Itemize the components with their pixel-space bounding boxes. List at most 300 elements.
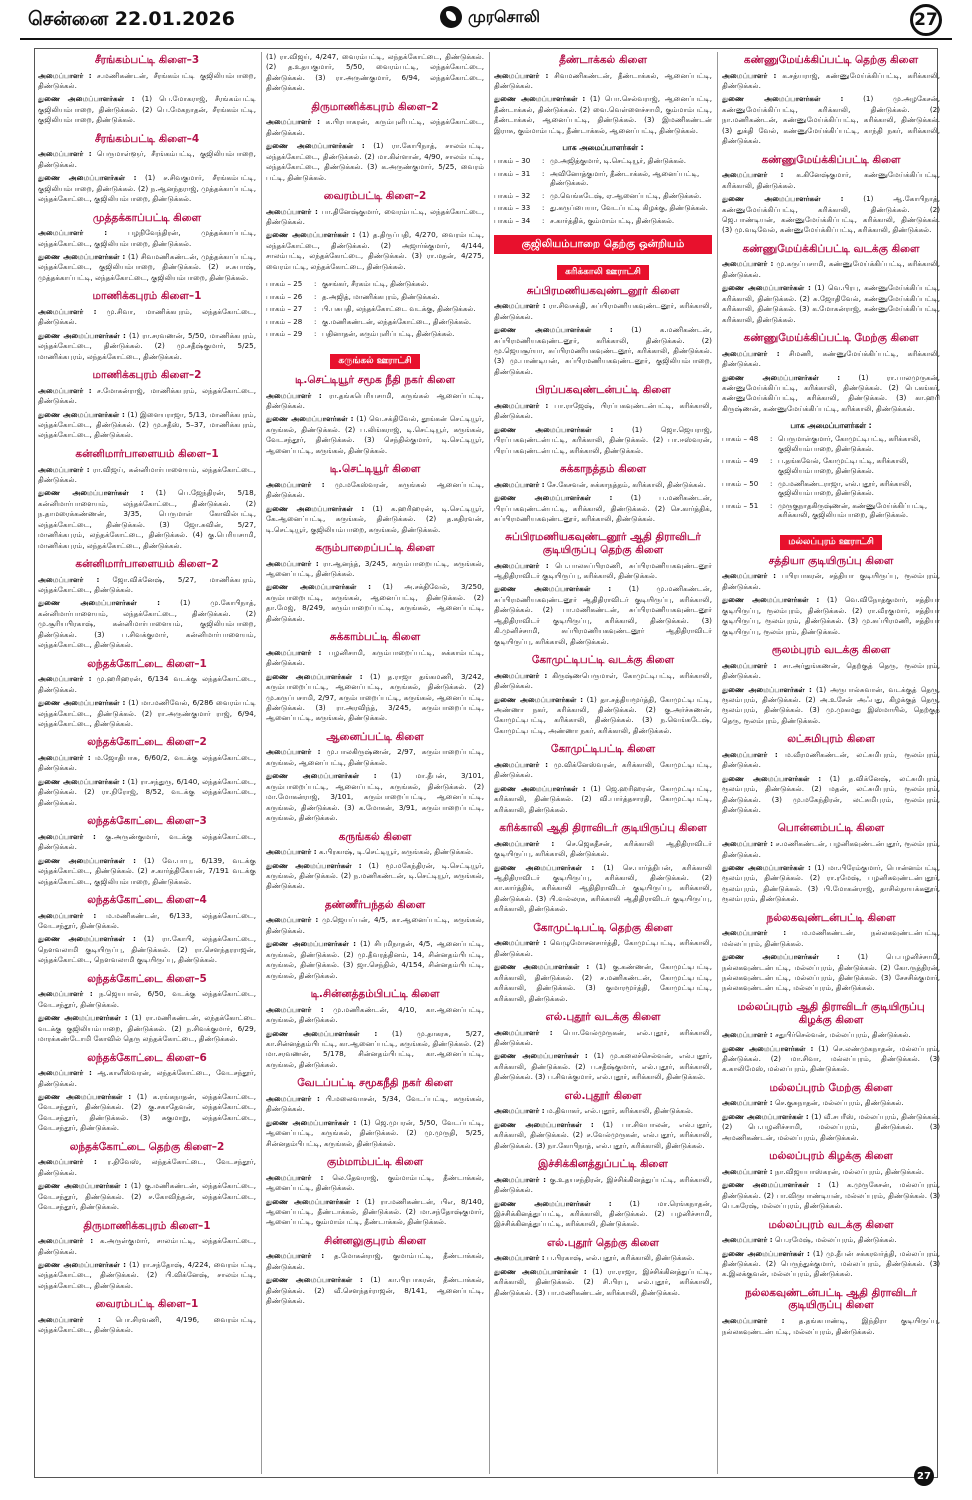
organiser-name: க.சத்யராஜ், கண்ணுமேய்க்கிப்பட்டி, கரிக்காலி, திண்டுக்கல். (722, 70, 940, 91)
deputy-names: (1) ரா.விஜய், 4/247, வைரம்பட்டி, லந்தக்கோட்டை, திண்டுக்கல். (2) த.உதயகுமார், 5/50, வைரம்பட்டி, லந்தக்கோட்டை, திண்டுக்கல். (3) ரா.அருண்குமார், 6/94, லந்தக்கோட்டை, திண்டுக்கல். (266, 52, 484, 93)
booth-colon: : (770, 434, 773, 444)
deputy-label: துணை அமைப்பாளர்கள் : (38, 252, 126, 262)
city-date: சென்னை 22.01.2026 (28, 8, 235, 30)
organiser-line (38, 228, 256, 249)
branch-title: டி.செட்டியூர் கிளை (329, 463, 421, 476)
branch-title: திருமாணிக்கபுரம் கிளை–1 (83, 1219, 211, 1232)
column-3 (494, 52, 712, 1474)
booth-organiser: ச.கார்த்திக், கும்மாம்பட்டி, திண்டுக்கல். (550, 216, 675, 226)
branch-section (722, 332, 940, 414)
branch-section (266, 542, 484, 624)
branch-title: நல்லகவுண்டன்பட்டி கிளை (766, 911, 896, 924)
organiser-line (494, 1028, 712, 1049)
deputy-label: துணை அமைப்பாளர்கள் : (722, 283, 811, 293)
branch-section (38, 54, 256, 126)
organiser-label: அமைப்பாளர் : (38, 385, 92, 395)
deputy-line (38, 1181, 256, 1212)
deputy-label: துணை அமைப்பாளர்கள் : (266, 671, 363, 681)
booth-colon: : (314, 304, 317, 314)
panchayat-banner (722, 529, 940, 550)
organiser-line (38, 911, 256, 932)
organiser-label: அமைப்பாளர் : (494, 400, 549, 410)
deputy-names: (1) கா.பிரபாகரன், தீண்டாக்கல், திண்டுக்கல். (2) வீ.சௌந்தர்ராஜன், 8/141, ஆனைப்பட்டி, திண்டுக்கல். (266, 1275, 484, 1306)
deputy-names: (1) ரா.மணிகண்டன், லந்தக்கோட்டை வடக்கு குஜிலியம்பாறை, திண்டுக்கல். (2) ந.சிவக்குமார், 6/29, மாரக்கண்டோமி கோவில் தெரு லந்தக்கோட்டை, திண்டுக்கல். (38, 1013, 256, 1044)
organiser-line (266, 747, 484, 768)
booth-colon: : (314, 316, 317, 326)
branch-title: கோமுட்டிபட்டி தெற்கு கிளை (533, 921, 673, 934)
deputy-line (38, 934, 256, 965)
panchayat-banner (266, 348, 484, 369)
organiser-name: மு.மகேஸ்வரன், கருங்கல் ஆனைப்பட்டி, திண்டுக்கல். (266, 479, 484, 500)
deputy-label: துணை அமைப்பாளர்கள் : (722, 372, 841, 382)
branch-section (722, 1082, 940, 1143)
booth-row (266, 292, 484, 305)
branch-title: பொன்னம்பட்டி கிளை (777, 822, 885, 835)
deputy-line (722, 1249, 940, 1280)
deputy-label: துணை அமைப்பாளர்கள் : (38, 1092, 132, 1102)
deputy-names: (1) க.முருகேசன், மல்லப்புரம், திண்டுக்கல். (2) பா.விருபாண்டியன், மல்லப்புரம், திண்டுக்கல். (3) பெ.சுரேஷ், மல்லப்புரம், திண்டுக்கல். (722, 1180, 940, 1211)
deputy-names: (1) மு.அழகேசன், கண்ணுமேய்க்கிப்பட்டி, கரிக்காலி, திண்டுக்கல். (2) நா.மணிகண்டன், கண்ணுமேய்க்கிப்பட்டி, கரிக்காலி, திண்டுக்கல். (3) துக்தி வேல், கண்ணுமேய்க்கிப்பட்டி, காந்தி நகர், கரிக்காலி, திண்டுக்கல். (722, 94, 940, 146)
branch-section (722, 1287, 940, 1337)
deputy-line (494, 425, 712, 456)
booth-colon: : (542, 156, 545, 166)
branch-title: லந்தக்கோட்டை தெற்கு கிளை–2 (69, 1140, 225, 1153)
deputy-label: துணை அமைப்பாளர்கள் : (722, 595, 820, 605)
deputy-line (38, 856, 256, 887)
organiser-name: ரா.தங்கபெரியசாமி, கருங்கல் ஆனைப்பட்டி, திண்டுக்கல். (266, 390, 484, 411)
deputy-names: (1) மா.பிரேம்குமார், பொன்னம்பட்டி, ரூலம்புரம், திண்டுக்கல். (2) ரா.ரமேஷ், பழனிகவுண்டன்புதூர், ரூலம்புரம், திண்டுக்கல். (3) பி.மோகன்ராஜ், தாசில்நாயக்கனூர், ரூலம்புரம், திண்டுக்கல். (722, 862, 940, 904)
branch-section (266, 1235, 484, 1307)
branch-title: வைரம்பட்டி கிளை–1 (95, 1298, 199, 1311)
deputy-line (722, 774, 940, 816)
deputy-names: (1) மு.மணிகண்டன், சுப்பிரமணியகவுண்டனூர் ஆதிதிராவிடர் குடியிருப்பு, கரிக்காலி, திண்டுக்கல். (2) பா.மணிகண்டன், சுப்பிரமணியகவுண்டனூர் ஆதிதிராவிடர் குடியிருப்பு, கரிக்காலி, திண்டுக்கல். (3) கி.முனிச்சாமி, சுப்பிரமணியகவுண்டனூர் ஆதிதிராவிடர் குடியிருப்பு, கரிக்காலி, திண்டுக்கல். (494, 584, 712, 646)
booth-number: பாகம் – 48 (722, 434, 759, 444)
deputy-label: துணை அமைப்பாளர்கள் : (494, 493, 613, 503)
deputy-label: துணை அமைப்பாளர்கள் : (494, 1266, 587, 1276)
deputy-line (266, 414, 484, 456)
booth-organiser: த.அஜித், மாணிக்கபுரம், திண்டுக்கல். (322, 291, 440, 301)
deputy-line (494, 784, 712, 815)
deputy-label: துணை அமைப்பாளர்கள் : (266, 141, 365, 151)
organiser-name: ம.ஜோதிபாசு, 6/60/2, வடக்கு லந்தக்கோட்டை, திண்டுக்கல். (38, 753, 256, 773)
deputy-line (722, 595, 940, 637)
booth-colon: : (542, 168, 545, 178)
organiser-line (494, 760, 712, 781)
booth-row (722, 479, 940, 501)
deputy-names: (1) பெ.பழனிச்சாமி, நல்லகவுண்டன்பட்டி, மல்லப்புரம், திண்டுக்கல். (2) கோ.ருத்திரன், நல்லகவுண்டன்பட்டி, மல்லப்புரம், திண்டுக்கல். (3) சேசசிக்குமார், நல்லகவுண்டன்பட்டி, மல்லப்புரம், திண்டுக்கல். (722, 952, 940, 993)
deputy-names: (1) ஜெ.முபரன், 5/50, வேடப்பட்டி, ஆனைப்பட்டி, கருங்கல், திண்டுக்கல். (2) மு.முருதி, 5/25, சின்னதம்பிபட்டி, கருங்கல், திண்டுக்கல். (266, 1117, 484, 1148)
deputy-line (38, 1092, 256, 1134)
organiser-name: பா.ராஜேஷ், பிரப்பகவுண்டன்பட்டி, கரிக்காலி, திண்டுக்கல். (494, 400, 712, 421)
deputy-names: (1) மு.கோபிநாத், கன்னிமார்பாளையம், லந்தக்கோட்டை, திண்டுக்கல். (2) மு.சூரியபிரகாஷ், கன்னிமார்பாளையம், குஜிலியம்பாறை, திண்டுக்கல். (3) ப.சிவக்குமார், கன்னிமார்பாளையம், லந்தக்கோட்டை, திண்டுக்கல். (38, 598, 256, 650)
organiser-line (494, 561, 712, 582)
branch-section (494, 1237, 712, 1298)
panchayat-banner (494, 259, 712, 280)
branch-section (266, 101, 484, 183)
booth-number: பாகம் – 28 (266, 316, 303, 326)
deputy-line (38, 252, 256, 283)
organiser-line (722, 170, 940, 191)
organiser-label: அமைப்பாளர் : (494, 838, 555, 848)
deputy-names: (1) தா.சத்தியமூர்த்தி, கோமுட்டிபட்டி, அண்ணா நகர், கரிக்காலி, திண்டுக்கல். (2) கு.அர்ச்சுணன், கோமுட்டிபட்டி, கரிக்காலி, திண்டுக்கல். (3) ந.வெங்கடேஷ், கோமுட்டிபட்டி, அண்ணா நகர், கரிக்காலி, திண்டுக்கல். (494, 694, 712, 735)
organiser-name: மு.விக்னேஸ்வரன், கரிக்காலி, கோமுட்டிபட்டி, திண்டுக்கல். (494, 759, 712, 780)
organiser-label: அமைப்பாளர் : (722, 170, 784, 180)
organiser-name: ம.மணிகண்டன், 6/133, லந்தக்கோட்டை, வேடசந்தூர், திண்டுக்கல். (38, 910, 256, 931)
booth-number: பாகம் – 25 (266, 279, 303, 289)
organiser-name: சிமணி, கண்ணுமேய்க்கிப்பட்டி, கரிக்காலி, திண்டுக்கல். (722, 348, 940, 369)
booth-number: பாகம் – 31 (494, 168, 531, 178)
organiser-line (38, 989, 256, 1010)
branch-section (38, 658, 256, 730)
organiser-line (494, 1253, 712, 1263)
branch-title: ரூலம்புரம் வடக்கு கிளை (771, 644, 891, 657)
deputy-names: (1) மு.தாகரசு, 5/27, கா.சின்னத்தம்பிபட்டி, கா.ஆனைப்பட்டி, கருங்கல், திண்டுக்கல். (2) மா.சரவணன், 5/178, சின்னதம்பிபட்டி, கா.ஆனைப்பட்டி, கருங்கல், திண்டுக்கல். (266, 1028, 484, 1069)
organiser-name: ரா.ஆனந்த், 3/245, கரும்பாறைபட்டி, கருங்கல், ஆனைப்பட்டி, திண்டுக்கல். (266, 558, 484, 579)
deputy-label: துணை அமைப்பாளர்கள் : (722, 862, 811, 872)
deputy-names: (1) ரா.ராஜா, இச்சிக்கினத்துப்பட்டி, கரிக்காலி, திண்டுக்கல். (2) சி.பிரபு, எல்.புதூர், கரிக்காலி, திண்டுக்கல். (3) பா.மணிகண்டன், கரிக்காலி, திண்டுக்கல். (494, 1266, 712, 1297)
organiser-name: ர.திவேஸ், லந்தக்கோட்டை, வேடசந்தூர், திண்டுக்கல். (38, 1157, 256, 1177)
panchayat-name: மல்லப்புரம் ஊராட்சி (780, 535, 882, 550)
branch-title: கண்ணுமேய்க்கிப்பட்டி தெற்கு கிளை (743, 54, 919, 66)
organiser-label: அமைப்பாளர் : (266, 747, 321, 757)
branch-title: சீரங்கம்பட்டி கிளை–4 (94, 132, 200, 145)
deputy-names: (1) ப.மணிகண்டன், பிரப்பகவுண்டன்பட்டி, கரிக்காலி, திண்டுக்கல். (2) செ.கார்த்திக், சுப்பிரமணியகவுண்டனூர், கரிக்காலி, திண்டுக்கல். (494, 493, 712, 523)
deputy-label: துணை அமைப்பாளர்கள் : (722, 684, 812, 694)
organiser-line (38, 71, 256, 92)
booth-number: பாகம் – 26 (266, 291, 303, 301)
panchayat-name: கரிக்காலி ஊராட்சி (557, 265, 649, 280)
organiser-label: அமைப்பாளர் : (722, 660, 777, 670)
organiser-line (38, 575, 256, 596)
deputy-names: (1) பொ.செல்வராஜ், ஆனைப்பட்டி, தீண்டாக்கல், திண்டுக்கல். (2) வை.வெள்ளைச்சாமி, கும்மாம்பட்டி, தீண்டாக்கல், ஆனைப்பட்டி, திண்டுக்கல். (3) இமணிகண்டன் இராசு, கும்மாம்பட்டி, தீண்டாக்கல், ஆனைப்பட்டி, திண்டுக்கல். (494, 94, 712, 135)
deputy-label: துணை அமைப்பாளர்கள் : (38, 776, 126, 786)
organiser-name: ந.ஜெயபால், 6/50, வடக்கு லந்தக்கோட்டை, வேடசந்தூர், திண்டுக்கல். (38, 989, 256, 1009)
column-divider (489, 52, 490, 1474)
organiser-label: அமைப்பாளர் : (266, 1093, 320, 1103)
booth-row (494, 191, 712, 204)
booth-colon: : (770, 500, 773, 510)
organiser-name: ம.வீரமணிகண்டன், லட்சுமிபுரம், ரூலம்புரம், திண்டுக்கல். (722, 749, 940, 770)
branch-section (494, 463, 712, 524)
organiser-label: அமைப்பாளர் : (722, 1235, 773, 1245)
booth-colon: : (542, 216, 545, 226)
organiser-label: அமைப்பாளர் : (494, 560, 549, 570)
branch-section (38, 1052, 256, 1134)
deputy-line (494, 695, 712, 737)
booth-organiser: து.கருப்பையா, வேடப்பட்டி கிழக்கு, திண்டுக்கல். (550, 203, 708, 213)
booth-number: பாகம் – 33 (494, 203, 531, 213)
branch-title: கன்னிமார்பாளையம் கிளை–1 (75, 447, 219, 460)
branch-title: கண்ணுமேய்க்கிப்பட்டி வடக்கு கிளை (742, 242, 920, 255)
branch-title: வேடப்பட்டி சமூகநீதி நகர் கிளை (297, 1077, 453, 1090)
branch-section (494, 654, 712, 736)
booth-organiser: குசங்கர், சீரகம்பட்டி, திண்டுக்கல். (322, 279, 429, 289)
deputy-label: துணை அமைப்பாளர்கள் : (38, 1181, 128, 1191)
deputy-names: (1) ரா.சந்தோஷ், 4/224, வைரம்பட்டி, லந்தக்கோட்டை, திண்டுக்கல். (2) பி.விக்னேஷ், சாலம்பட்டி, லந்தக்கோட்டை, திண்டுக்கல். (38, 1260, 256, 1290)
branch-title: சுப்பிரமணியகவுண்டனூர் கிளை (526, 284, 680, 297)
organiser-label: அமைப்பாளர் : (722, 749, 778, 759)
panchayat-name: கருங்கல் ஊராட்சி (330, 354, 419, 369)
booth-colon: : (542, 203, 545, 213)
organiser-name: மு.கருப்பசாமி, கண்ணுமேய்க்கிப்பட்டி, கரிக்காலி, திண்டுக்கல். (722, 259, 940, 279)
branch-title: மல்லப்புரம் மேற்கு கிளை (769, 1081, 893, 1094)
organiser-name: பொ.வேல்முருகன், எல்.புதூர், கரிக்காலி, திண்டுக்கல். (494, 1027, 712, 1047)
branch-section (38, 1141, 256, 1213)
organiser-line (722, 1316, 940, 1337)
deputy-line (722, 1044, 940, 1075)
branch-section (266, 631, 484, 724)
organiser-label: அமைப்பாளர் : (38, 464, 90, 474)
organiser-line (266, 1173, 484, 1194)
branch-section (266, 374, 484, 456)
deputy-label: துணை அமைப்பாளர்கள் : (266, 771, 377, 781)
deputy-line (494, 863, 712, 915)
deputy-line (722, 1112, 940, 1143)
branch-title: சத்தியா குடியிருப்பு கிளை (768, 554, 894, 567)
deputy-names: (1) வெ.சக்திவேல், தூங்கன் செட்டியூர், கருங்கல், திண்டுக்கல். (2) ப.லிங்கராஜ், டி.செட்டியூர், கருங்கல், வேடசந்தூர், திண்டுக்கல். (3) செந்தில்குமார், டி.செட்டியூர், ஆனைப்பட்டி, கருங்கல், திண்டுக்கல். (266, 414, 484, 455)
deputy-line (722, 283, 940, 325)
branch-section (38, 973, 256, 1045)
branch-title: லந்தக்கோட்டை கிளை–5 (87, 972, 207, 985)
deputy-label: துணை அமைப்பாளர்கள் : (722, 194, 844, 204)
organiser-line (266, 1251, 484, 1272)
organiser-name: சே.கேசவன், சுக்காநத்தம், கரிக்காலி, திண்டுக்கல். (546, 479, 706, 489)
branch-title: தீண்டாக்கல் கிளை (559, 54, 647, 66)
organiser-line (494, 839, 712, 860)
booth-row (722, 501, 940, 523)
deputy-label: துணை அமைப்பாளர்கள் : (266, 939, 356, 949)
deputy-line (494, 1120, 712, 1151)
deputy-label: துணை அமைப்பாளர்கள் : (38, 330, 126, 340)
deputy-line (494, 94, 712, 136)
organiser-label: அமைப்பாளர் : (38, 831, 96, 841)
deputy-line (266, 939, 484, 981)
deputy-label: துணை அமைப்பாளர்கள் : (266, 1028, 378, 1038)
deputy-line (266, 52, 484, 94)
deputy-line (494, 584, 712, 647)
deputy-label: துணை அமைப்பாளர்கள் : (494, 1051, 588, 1061)
deputy-names: (1) சிபுமிநாதன், 4/5, ஆனைப்பட்டி, கருங்கல், திண்டுக்கல். (2) மு.தீவரத்தினம், 14, சின்னதம்பிபட்டி, கருங்கல், திண்டுக்கல். (3) ஜா.செந்தில், 4/154, சின்னதம்பிபட்டி, கருங்கல், திண்டுக்கல். (266, 939, 484, 980)
deputy-names: (1) பெ.மோகராஜ், சீரங்கம்பட்டி குஜிலியம்பாறை, திண்டுக்கல். (2) பெ.மேகநாதன், சீரங்கம்பட்டி, குஜிலியம்பாறை, திண்டுக்கல். (38, 94, 256, 125)
deputy-names: (1) ரா.பாலமுருகன், கண்ணுமேய்க்கிப்பட்டி, கரிக்காலி, திண்டுக்கல். (2) பெ.கங்கர், கண்ணுமேய்க்கிப்பட்டி, கரிக்காலி, திண்டுக்கல். (3) கா.ஹரி கிருஷ்ணன், கண்ணுமேய்க்கிப்பட்டி, கரிக்காலி, திண்டுக்கல். (722, 372, 940, 413)
branch-title: கரும்பாறைப்பட்டி கிளை (315, 542, 435, 554)
organiser-name: க.அருள்குமார், சாலம்பட்டி, லந்தக்கோட்டை, திண்டுக்கல். (38, 1236, 256, 1256)
deputy-line (494, 1051, 712, 1082)
organiser-line (722, 1235, 940, 1245)
branch-section (722, 54, 940, 147)
branch-section (266, 1156, 484, 1228)
organiser-line (722, 1030, 940, 1040)
branch-title: தண்ணீர்பந்தல் கிளை (324, 898, 426, 911)
booth-organisers-title: பாக அமைப்பாளர்கள் : (790, 421, 872, 431)
deputy-label: துணை அமைப்பாளர்கள் : (38, 1260, 127, 1270)
deputy-names: (1) கு.மணிகண்டன், லந்தக்கோட்டை, வேடசந்தூர், திண்டுக்கல். (2) ச.கோவிந்தன், லந்தக்கோட்டை, வேடசந்தூர், திண்டுக்கல். (38, 1181, 256, 1212)
booth-colon: : (314, 279, 317, 289)
deputy-label: துணை அமைப்பாளர்கள் : (266, 414, 354, 424)
deputy-label: துணை அமைப்பாளர்கள் : (494, 1119, 594, 1129)
branch-section (494, 743, 712, 815)
organiser-label: அமைப்பாளர் : (38, 574, 100, 584)
organiser-name: ஜோ.விக்னேஷ், 5/27, மாணிக்கபுரம், லந்தக்கோட்டை, திண்டுக்கல். (38, 574, 256, 595)
deputy-label: துணை அமைப்பாளர்கள் : (38, 488, 144, 498)
branch-section (266, 52, 484, 94)
booth-number: பாகம் – 27 (266, 304, 303, 314)
organiser-name: கிருஷ்ணபெருமாள், கோமுட்டிபட்டி, கரிக்காலி, திண்டுக்கல். (494, 670, 712, 691)
deputy-line (38, 1260, 256, 1291)
organiser-label: அமைப்பாளர் : (38, 306, 97, 316)
organiser-line (266, 1005, 484, 1026)
deputy-names: (1) த.திருப்பதி, 4/270, வைரம்பட்டி, லந்தக்கோட்டை, திண்டுக்கல். (2) அஜார்க்குமார், 4/144, சாலம்பட்டி, லந்தக்கோட்டை, திண்டுக்கல். (3) ரா.மதன், 4/275, வைரம்பட்டி, லந்தக்கோட்டை, திண்டுக்கல். (266, 230, 484, 271)
organiser-line (266, 391, 484, 412)
organiser-line (494, 938, 712, 959)
organiser-line (38, 465, 256, 486)
deputy-label: துணை அமைப்பாளர்கள் : (38, 598, 161, 608)
deputy-line (266, 1118, 484, 1149)
deputy-names: (1) ரா.சரவணன், 5/50, மாணிக்கபுரம், லந்தக்கோட்டை, திண்டுக்கல். (2) மு.சதீஷ்குமார், 5/25, மாணிக்கபுரம், லந்தக்கோட்டை, திண்டுக்கல். (38, 330, 256, 361)
organiser-line (722, 750, 940, 771)
booth-organiser: மு.மணிகண்டராஜா, எல்.புதூர், கரிக்காலி, குஜிலியம்பாறை, திண்டுக்கல். (778, 478, 912, 498)
deputy-names: (1) வே.பாபு, 6/139, வடக்கு லந்தக்கோட்டை, திண்டுக்கல். (2) ச.கார்த்திகேயன், 7/191 வடக்கு லந்தக்கோட்டை, குஜிலியம்பாறை, திண்டுக்கல். (38, 855, 256, 886)
organiser-label: அமைப்பாளர் : (494, 479, 545, 489)
branch-title: டி.சின்னத்தம்பிபட்டி கிளை (310, 988, 440, 1001)
deputy-line (494, 1267, 712, 1298)
organiser-name: செ.குசுநாதன், மல்லப்புரம், திண்டுக்கல். (774, 1098, 904, 1108)
organiser-line (722, 1167, 940, 1177)
booth-number: பாகம் – 29 (266, 329, 303, 339)
organiser-label: அமைப்பாளர் : (266, 915, 319, 925)
organiser-name: செ.ஜெகதீசன், கரிக்காலி ஆதிதிராவிடர் குடியிருப்பு, கரிக்காலி, திண்டுக்கல். (494, 838, 712, 859)
branch-section (494, 922, 712, 1004)
deputy-names: (1) த.ராஜா தங்கமணி, 3/242, கரும்பாறைப்பட்டி, ஆனைப்பட்டி, கருங்கல், திண்டுக்கல். (2) மு.கருப்பசாமி, 2/97, கரும்பாறைப்பட்டி, கருங்கல், ஆனைப்பட்டி, திண்டுக்கல். (3) ரா.அரவிந்த், 3/245, கரும்பாறைப்பட்டி, ஆனைப்பட்டி, கருங்கல், திண்டுக்கல். (266, 671, 484, 723)
organiser-name: மு.மணிகண்டன், 4/10, கா.ஆனைப்பட்டி, கருங்கல், திண்டுக்கல். (266, 1004, 484, 1025)
deputy-names: (1) ரா.கோபிநாத், சாலம்பட்டி, லந்தக்கோட்டை, திண்டுக்கல். (2) மா.கிள்ளான், 4/90, சாலம்பட்டி, லந்தக்கோட்டை, திண்டுக்கல். (3) க.அருண்குமார், 5/25, வைரம் பட்டி, திண்டுக்கல். (266, 141, 484, 182)
booth-organiser: அவினோத்குமார், தீண்டாக்கல், ஆனைப்பட்டி, திண்டுக்கல். (550, 168, 700, 188)
booth-row (722, 434, 940, 456)
header-rule (20, 38, 952, 40)
organiser-line (266, 480, 484, 501)
organiser-label: அமைப்பாளர் : (722, 1166, 773, 1176)
organiser-name: க.பிரகாஷ், டி.செட்டியூர், கருங்கல், திண்டுக்கல். (318, 847, 474, 857)
booth-row (494, 156, 712, 169)
organiser-label: அமைப்பாளர் : (38, 228, 108, 238)
booth-row (722, 456, 940, 478)
organiser-name: ம.திவாகர், எல்.புதூர், கரிக்காலி, திண்டுக்கல். (546, 1106, 694, 1116)
branch-title: சின்னலுகுபுரம் கிளை (323, 1234, 427, 1247)
deputy-label: துணை அமைப்பாளர்கள் : (722, 1180, 821, 1190)
branch-title: லந்தக்கோட்டை கிளை–1 (87, 657, 207, 670)
deputy-names: (1) க.ஹரிஹரன், டி.செட்டியூர், கே.ஆனைப்பட்டி, கருங்கல், திண்டுக்கல். (2) த.கதிரவன், டி.செட்டியூர், குஜிலியம்பாறை, கருங்கல், திண்டுக்கல். (266, 503, 484, 534)
organiser-name: பி.மலைவாசன், 5/34, வேடப்பட்டி, கருங்கல், திண்டுக்கல். (266, 1093, 484, 1114)
deputy-label: துணை அமைப்பாளர்கள் : (494, 94, 586, 104)
panchayat-banner (494, 235, 712, 254)
branch-section (494, 1011, 712, 1083)
organiser-label: அமைப்பாளர் : (266, 647, 322, 657)
branch-section (38, 133, 256, 205)
deputy-label: துணை அமைப்பாளர்கள் : (266, 1275, 363, 1285)
deputy-line (38, 94, 256, 125)
branch-section (38, 448, 256, 551)
organiser-line (494, 671, 712, 692)
organiser-label: அமைப்பாளர் : (722, 1030, 773, 1040)
organiser-label: அமைப்பாளர் : (266, 847, 317, 857)
deputy-line (722, 94, 940, 146)
deputy-names: (1) கு.கண்ணன், கோமுட்டிபட்டி, கரிக்காலி, திண்டுக்கல். (2) ச.மணிகண்டன், கோமுட்டிபட்டி, கரிக்காலி, திண்டுக்கல். (3) குமாரமூர்த்தி, கோமுட்டிபட்டி, கரிக்காலி, திண்டுக்கல். (494, 962, 712, 1003)
deputy-names: (1) பா.சிவபாலன், எல்.புதூர், கரிக்காலி, திண்டுக்கல். (2) ச.வேல்முருகன், எல்.புதூர், கரிக்காலி, திண்டுக்கல். (3) நா.கோபிநாத், எல்.புதூர், கரிக்காலி, திண்டுக்கல். (494, 1119, 712, 1150)
booth-row (494, 216, 712, 229)
branch-title: முத்தக்காப்பட்டி கிளை (92, 211, 202, 224)
branch-section (494, 285, 712, 378)
branch-title: கோமுட்டிபட்டி கிளை (550, 743, 656, 756)
deputy-label: துணை அமைப்பாளர்கள் : (266, 503, 365, 513)
deputy-label: துணை அமைப்பாளர்கள் : (722, 1111, 809, 1121)
panchayat-name: குஜிலியம்பாறை தெற்கு ஒன்றியம் (494, 235, 712, 254)
brand (440, 6, 540, 28)
deputy-label: துணை அமைப்பாளர்கள் : (266, 1117, 357, 1127)
organiser-label: அமைப்பாளர் : (266, 1172, 324, 1182)
deputy-names: (1) த.விக்னேஷ், லட்சுமிபுரம், ரூலம்புரம், திண்டுக்கல். (2) மதன், லட்சுமிபுரம், ரூலம்புரம், திண்டுக்கல். (3) மு.மகேந்திரன், லட்சுமிபுரம், ரூலம்புரம், திண்டுக்கல். (722, 773, 940, 815)
organiser-name: நா.விஜயபாஸ்கரன், மல்லப்புரம், திண்டுக்கல். (774, 1166, 924, 1176)
deputy-names: (1) மூ.மகேந்திரன், டி.செட்டியூர், கருங்கல், திண்டுக்கல். (2) ந.மணிகண்டன், டி.செட்டியூர், கருங்கல், திண்டுக்கல். (266, 860, 484, 891)
organiser-label: அமைப்பாளர் : (266, 206, 318, 216)
branch-title: சீரங்கம்பட்டி கிளை–3 (94, 54, 200, 66)
organiser-line (38, 149, 256, 170)
branch-title: நல்லகவுண்டன்பட்டி ஆதி திராவிடர் குடியிருப்பு கிளை (745, 1286, 917, 1312)
branch-section (38, 815, 256, 887)
organiser-label: அமைப்பாளர் : (38, 1236, 94, 1246)
branch-title: வைரம்பட்டி கிளை–2 (323, 189, 427, 202)
organiser-label: அமைப்பாளர் : (494, 1106, 545, 1116)
organiser-name: மு.ஜெயப்பன், 4/5, கா.ஆனைப்பட்டி, கருங்கல், திண்டுக்கல். (266, 915, 484, 935)
organiser-label: அமைப்பாளர் : (266, 558, 319, 568)
organiser-name: ம.மணிகண்டன், நல்லகவுண்டன்பட்டி, மல்லப்புரம், திண்டுக்கல். (722, 928, 940, 948)
branch-section (722, 912, 940, 994)
deputy-line (722, 1180, 940, 1211)
organiser-line (494, 1106, 712, 1116)
organiser-line (266, 1094, 484, 1115)
branch-title: எல்.புதூர் தெற்கு கிளை (546, 1236, 659, 1249)
deputy-line (494, 325, 712, 377)
branch-title: கோமுட்டிபட்டி வடக்கு கிளை (531, 654, 675, 667)
organiser-label: அமைப்பாளர் : (38, 149, 92, 159)
organiser-label: அமைப்பாளர் : (266, 390, 322, 400)
deputy-names: (1) ரா.கோபி, லந்தக்கோட்டை, நௌவலாமி குடியிருப்பு, திண்டுக்கல். (2) ரா.சௌந்தரராஜன், லந்தக்கோட்டை, நௌவலாமி குடியிருப்பு, திண்டுக்கல். (38, 934, 256, 965)
booth-colon: : (314, 329, 317, 339)
booth-row (266, 317, 484, 330)
deputy-label: துணை அமைப்பாளர்கள் : (266, 860, 362, 870)
organiser-line (722, 349, 940, 370)
deputy-label: துணை அமைப்பாளர்கள் : (494, 424, 614, 434)
organiser-line (266, 207, 484, 228)
booth-number: பாகம் – 50 (722, 478, 759, 488)
deputy-label: துணை அமைப்பாளர்கள் : (38, 409, 125, 419)
organiser-name: க.கினேஷ்குமார், கண்ணுமேய்க்கிப்பட்டி, கரிக்காலி, திண்டுக்கல். (722, 170, 940, 190)
deputy-label: துணை அமைப்பாளர்கள் : (266, 1196, 360, 1206)
branch-section (38, 894, 256, 966)
organiser-name: பெ.பாலசுப்பிரமணி, சுப்பிரமணியகவுண்டனூர் ஆதிதிராவிடர் குடியிருப்பு, கரிக்காலி, திண்டுக்கல். (494, 560, 712, 580)
organiser-line (494, 301, 712, 322)
branch-section (722, 1219, 940, 1280)
deputy-line (38, 488, 256, 551)
organiser-name: ச.மணிகண்டன், பழனிகவுண்டன்புதூர், ரூலம்புரம், திண்டுக்கல். (722, 839, 940, 859)
booth-number: பாகம் – 34 (494, 216, 531, 226)
deputy-names: (1) வீ.சபரீஸ், மல்லப்புரம், திண்டுக்கல். (2) பெ.பழனிச்சாமி, மல்லப்புரம், திண்டுக்கல். (3) அமணிகண்டன், மல்லப்புரம், திண்டுக்கல். (722, 1111, 940, 1142)
organiser-name: பொ.சிரவணி, 4/196, வைரம்பட்டி, லந்தக்கோட்டை, திண்டுக்கல். (38, 1314, 256, 1335)
deputy-line (722, 373, 940, 415)
organiser-name: பழநிவேந்திரன், முத்தக்காப்பட்டி, லந்தக்கோட்டை, குஜிலியம்பாறை, திண்டுக்கல். (38, 228, 256, 248)
organiser-name: மு.பாலகிருஷ்ணன், 2/97, கரும்பாறைப்பட்டி, கருங்கல், ஆனைப்பட்டி, திண்டுக்கல். (266, 747, 484, 767)
branch-title: லந்தக்கோட்டை கிளை–3 (87, 815, 207, 828)
deputy-names: (1) வெ.பிரபு, கண்ணுமேய்க்கிப்பட்டி, கரிக்காலி, திண்டுக்கல். (2) சு.ஜோதிவேல், கண்ணுமேய்க்கிப்பட்டி, கரிக்காலி, திண்டுக்கல். (3) க.மோகன்ராஜ், கண்ணுமேய்க்கிப்பட்டி, கரிக்காலி, திண்டுக்கல். (722, 283, 940, 324)
